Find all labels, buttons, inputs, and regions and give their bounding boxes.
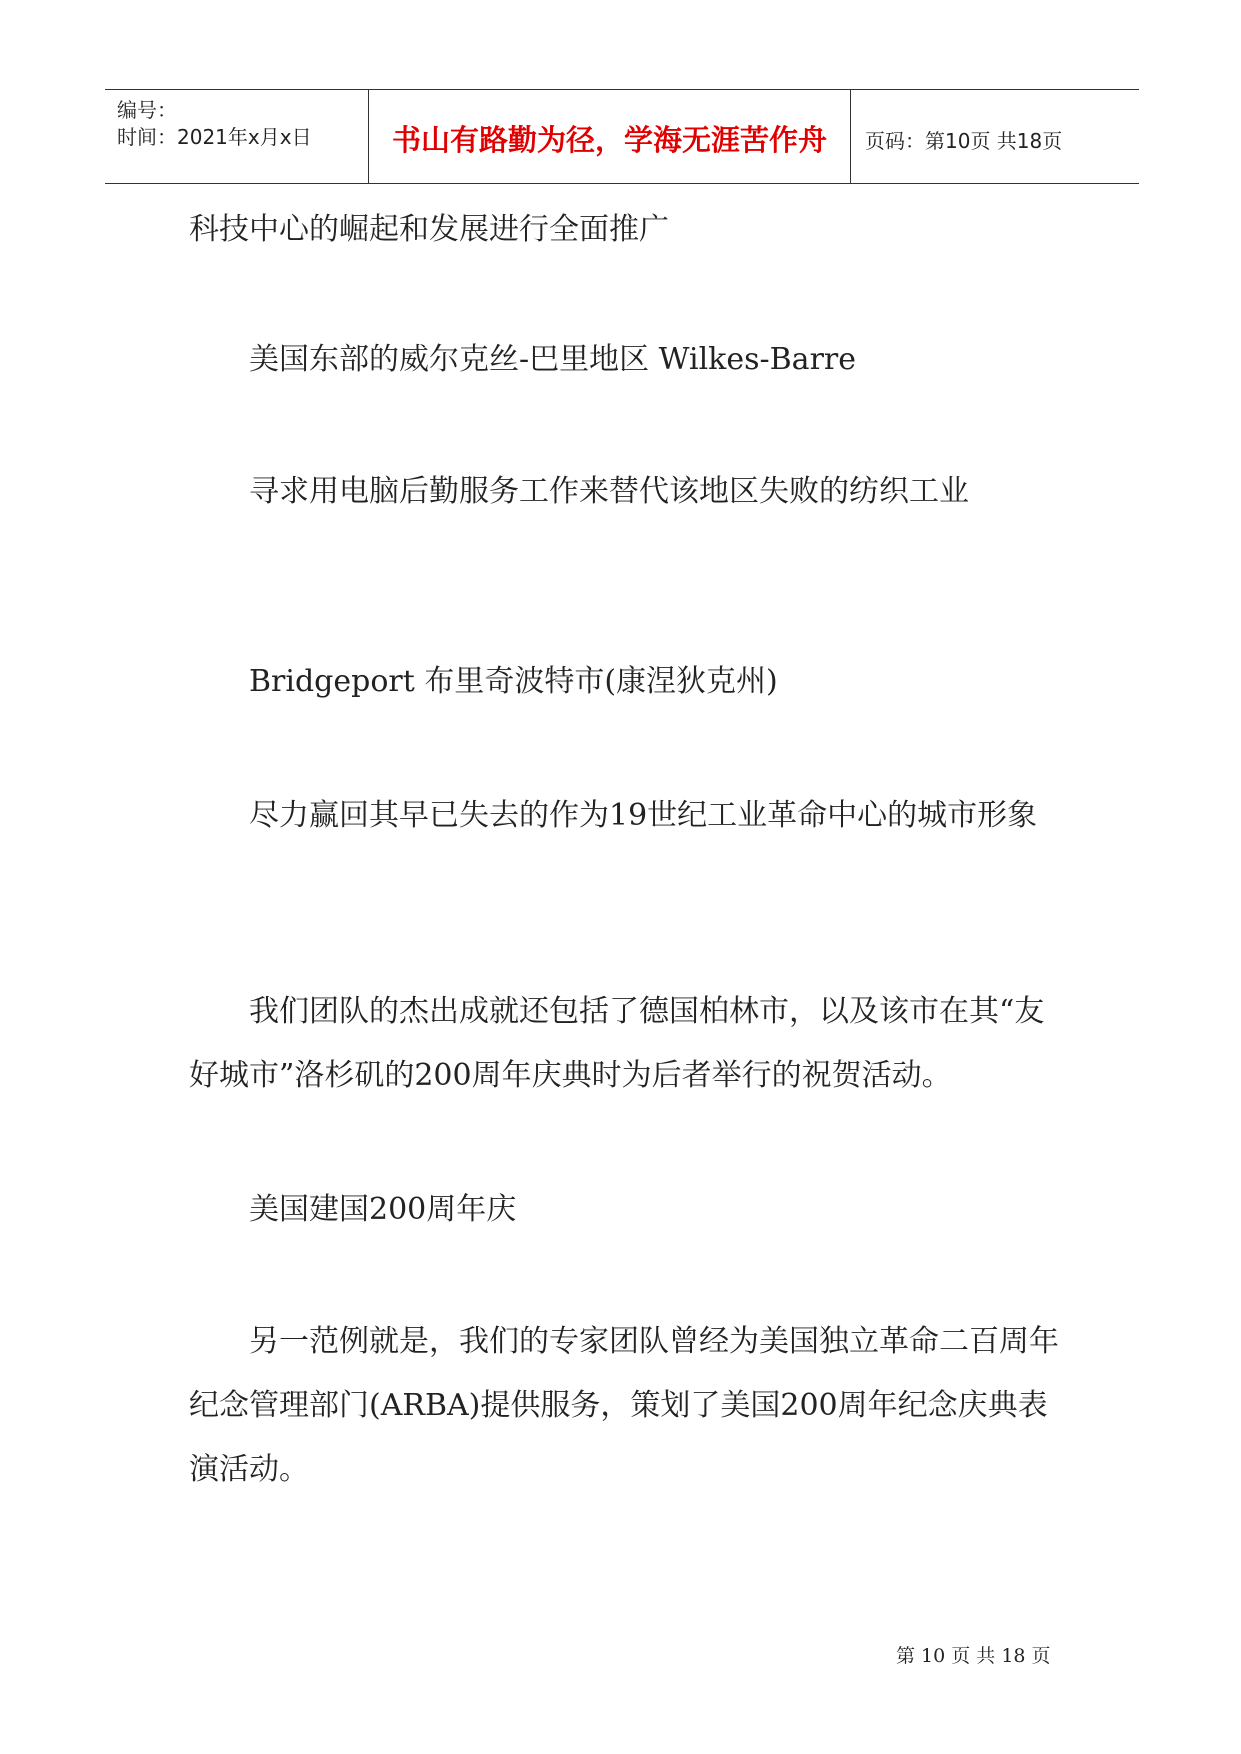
paragraph-1: [189, 198, 1059, 262]
header-page-info: 页码：第10页 共18页: [865, 129, 1063, 153]
paragraph-2: [189, 328, 1059, 392]
paragraph-text: Bridgeport 布里奇波特市(康涅狄克州): [189, 664, 778, 699]
header-meta-cell: [105, 90, 369, 183]
page-footer: 第 10 页 共 18 页: [896, 1645, 1051, 1667]
paragraph-5: [189, 784, 1059, 848]
paragraph-text: 尽力赢回其早已失去的作为19世纪工业革命中心的城市形象: [189, 798, 1038, 833]
header-motto-cell: [369, 90, 851, 183]
paragraph-text: 寻求用电脑后勤服务工作来替代该地区失败的纺织工业: [189, 474, 969, 509]
doc-number-label: 编号：: [117, 98, 177, 122]
paragraph-8: [189, 1310, 1059, 1502]
motto-text: 书山有路勤为径，学海无涯苦作舟: [391, 123, 827, 157]
paragraph-text: 美国东部的威尔克丝-巴里地区 Wilkes-Barre: [189, 342, 857, 377]
paragraph-text: 科技中心的崛起和发展进行全面推广: [189, 212, 669, 247]
page-header: [105, 89, 1139, 184]
paragraph-3: [189, 460, 1059, 524]
paragraph-text: 我们团队的杰出成就还包括了德国柏林市，以及该市在其“友好城市”洛杉矶的200周年庆典时为后者举行的祝贺活动。: [189, 994, 1045, 1093]
paragraph-text: 另一范例就是，我们的专家团队曾经为美国独立革命二百周年纪念管理部门(ARBA)提供服务，策划了美国200周年纪念庆典表演活动。: [189, 1324, 1059, 1487]
paragraph-text: 美国建国200周年庆: [189, 1192, 517, 1227]
paragraph-7: [189, 1178, 1059, 1242]
header-page-cell: [851, 90, 1139, 183]
paragraph-4: [189, 650, 1059, 714]
time-label: 时间：2021年x月x日: [117, 125, 312, 149]
paragraph-6: [189, 980, 1059, 1108]
